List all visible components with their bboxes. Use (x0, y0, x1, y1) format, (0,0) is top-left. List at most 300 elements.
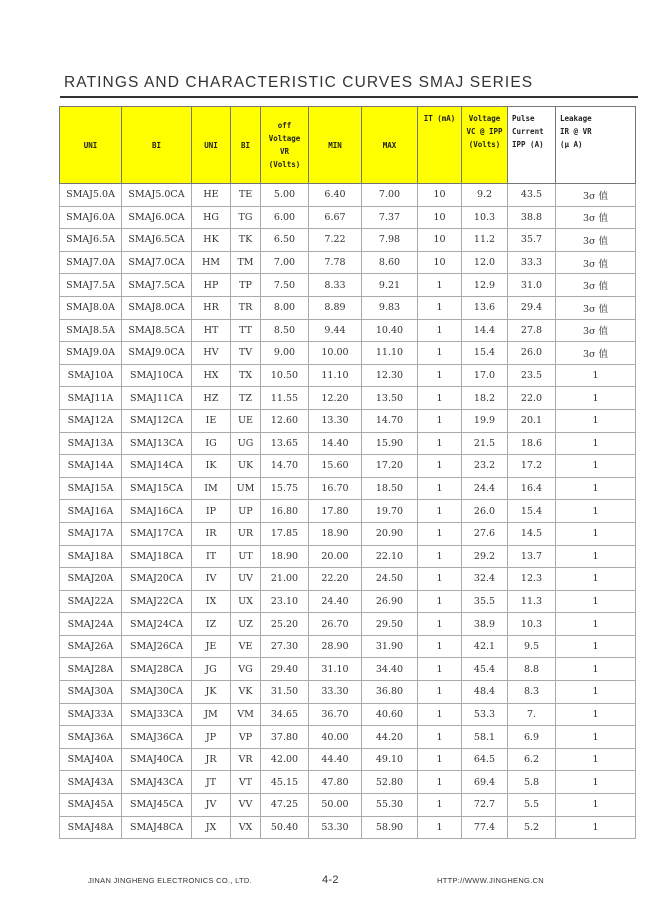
cell-uni-part: SMAJ9.0A (60, 342, 122, 365)
cell-leakage-current: 1 (556, 364, 636, 387)
cell-uni-marking: HZ (192, 387, 231, 410)
cell-bi-part: SMAJ20CA (122, 568, 192, 591)
cell-uni-part: SMAJ22A (60, 590, 122, 613)
cell-leakage-current: 1 (556, 477, 636, 500)
cell-leakage-current: 3σ 值 (556, 229, 636, 252)
cell-test-current: 1 (418, 274, 462, 297)
cell-pulse-current: 23.5 (508, 364, 556, 387)
cell-standoff-voltage: 10.50 (261, 364, 309, 387)
cell-clamping-voltage: 29.2 (462, 545, 508, 568)
table-row (60, 681, 636, 704)
cell-bi-marking: VR (231, 748, 261, 771)
cell-test-current: 1 (418, 635, 462, 658)
cell-uni-part: SMAJ10A (60, 364, 122, 387)
table-row (60, 748, 636, 771)
cell-breakdown-min: 17.80 (309, 500, 362, 523)
cell-breakdown-max: 22.10 (362, 545, 418, 568)
table-row (60, 771, 636, 794)
cell-uni-marking: JV (192, 794, 231, 817)
cell-test-current: 1 (418, 568, 462, 591)
cell-pulse-current: 7. (508, 703, 556, 726)
cell-uni-part: SMAJ40A (60, 748, 122, 771)
cell-breakdown-max: 12.30 (362, 364, 418, 387)
cell-clamping-voltage: 14.4 (462, 319, 508, 342)
cell-uni-marking: IM (192, 477, 231, 500)
cell-leakage-current: 1 (556, 658, 636, 681)
cell-clamping-voltage: 58.1 (462, 726, 508, 749)
cell-clamping-voltage: 48.4 (462, 681, 508, 704)
cell-pulse-current: 5.8 (508, 771, 556, 794)
cell-clamping-voltage: 9.2 (462, 184, 508, 207)
cell-pulse-current: 33.3 (508, 251, 556, 274)
cell-test-current: 1 (418, 771, 462, 794)
cell-standoff-voltage: 18.90 (261, 545, 309, 568)
cell-test-current: 10 (418, 229, 462, 252)
cell-breakdown-min: 6.67 (309, 206, 362, 229)
table-row (60, 794, 636, 817)
cell-pulse-current: 20.1 (508, 409, 556, 432)
cell-bi-marking: UT (231, 545, 261, 568)
cell-breakdown-min: 24.40 (309, 590, 362, 613)
cell-uni-part: SMAJ7.5A (60, 274, 122, 297)
cell-uni-part: SMAJ12A (60, 409, 122, 432)
header-bi: BI (122, 107, 192, 184)
header-leakage: Leakage IR @ VR (μ A) (556, 107, 636, 184)
cell-clamping-voltage: 77.4 (462, 816, 508, 839)
cell-breakdown-max: 8.60 (362, 251, 418, 274)
cell-breakdown-min: 11.10 (309, 364, 362, 387)
cell-bi-part: SMAJ14CA (122, 455, 192, 478)
cell-test-current: 10 (418, 206, 462, 229)
table-row (60, 319, 636, 342)
cell-pulse-current: 14.5 (508, 522, 556, 545)
cell-bi-part: SMAJ5.0CA (122, 184, 192, 207)
cell-pulse-current: 38.8 (508, 206, 556, 229)
cell-breakdown-min: 26.70 (309, 613, 362, 636)
cell-bi-part: SMAJ9.0CA (122, 342, 192, 365)
cell-test-current: 1 (418, 477, 462, 500)
page-title: RATINGS AND CHARACTERISTIC CURVES SMAJ SERIES (64, 74, 534, 91)
cell-standoff-voltage: 16.80 (261, 500, 309, 523)
cell-standoff-voltage: 12.60 (261, 409, 309, 432)
cell-uni-marking: JK (192, 681, 231, 704)
cell-uni-marking: IE (192, 409, 231, 432)
cell-clamping-voltage: 18.2 (462, 387, 508, 410)
cell-uni-part: SMAJ30A (60, 681, 122, 704)
cell-breakdown-min: 18.90 (309, 522, 362, 545)
cell-breakdown-min: 14.40 (309, 432, 362, 455)
cell-leakage-current: 1 (556, 816, 636, 839)
table-row (60, 455, 636, 478)
cell-breakdown-min: 22.20 (309, 568, 362, 591)
cell-standoff-voltage: 21.00 (261, 568, 309, 591)
cell-breakdown-max: 7.00 (362, 184, 418, 207)
cell-uni-marking: JP (192, 726, 231, 749)
table-row (60, 477, 636, 500)
cell-leakage-current: 3σ 值 (556, 184, 636, 207)
cell-uni-marking: IP (192, 500, 231, 523)
cell-uni-part: SMAJ13A (60, 432, 122, 455)
cell-bi-part: SMAJ7.5CA (122, 274, 192, 297)
cell-clamping-voltage: 42.1 (462, 635, 508, 658)
cell-uni-part: SMAJ8.5A (60, 319, 122, 342)
cell-leakage-current: 1 (556, 522, 636, 545)
table-row (60, 522, 636, 545)
cell-test-current: 1 (418, 748, 462, 771)
cell-breakdown-min: 7.22 (309, 229, 362, 252)
cell-bi-marking: VP (231, 726, 261, 749)
cell-bi-part: SMAJ43CA (122, 771, 192, 794)
cell-bi-marking: UG (231, 432, 261, 455)
cell-bi-marking: TG (231, 206, 261, 229)
cell-clamping-voltage: 21.5 (462, 432, 508, 455)
table-row (60, 613, 636, 636)
cell-breakdown-max: 24.50 (362, 568, 418, 591)
cell-uni-part: SMAJ5.0A (60, 184, 122, 207)
cell-breakdown-max: 10.40 (362, 319, 418, 342)
table-row (60, 726, 636, 749)
cell-test-current: 1 (418, 794, 462, 817)
cell-uni-marking: HX (192, 364, 231, 387)
cell-leakage-current: 1 (556, 590, 636, 613)
cell-breakdown-min: 8.33 (309, 274, 362, 297)
cell-standoff-voltage: 9.00 (261, 342, 309, 365)
cell-bi-marking: VK (231, 681, 261, 704)
cell-breakdown-max: 17.20 (362, 455, 418, 478)
cell-standoff-voltage: 6.50 (261, 229, 309, 252)
cell-standoff-voltage: 6.00 (261, 206, 309, 229)
cell-breakdown-min: 36.70 (309, 703, 362, 726)
cell-breakdown-max: 18.50 (362, 477, 418, 500)
cell-test-current: 1 (418, 500, 462, 523)
cell-clamping-voltage: 27.6 (462, 522, 508, 545)
cell-bi-marking: VX (231, 816, 261, 839)
cell-bi-marking: TP (231, 274, 261, 297)
cell-pulse-current: 11.3 (508, 590, 556, 613)
cell-breakdown-min: 44.40 (309, 748, 362, 771)
cell-uni-part: SMAJ11A (60, 387, 122, 410)
cell-uni-part: SMAJ6.5A (60, 229, 122, 252)
cell-clamping-voltage: 17.0 (462, 364, 508, 387)
cell-clamping-voltage: 11.2 (462, 229, 508, 252)
cell-breakdown-max: 15.90 (362, 432, 418, 455)
cell-standoff-voltage: 42.00 (261, 748, 309, 771)
cell-leakage-current: 1 (556, 794, 636, 817)
table-row (60, 432, 636, 455)
cell-bi-marking: UE (231, 409, 261, 432)
cell-pulse-current: 8.3 (508, 681, 556, 704)
cell-uni-part: SMAJ15A (60, 477, 122, 500)
cell-breakdown-min: 47.80 (309, 771, 362, 794)
cell-clamping-voltage: 45.4 (462, 658, 508, 681)
cell-clamping-voltage: 38.9 (462, 613, 508, 636)
cell-pulse-current: 27.8 (508, 319, 556, 342)
cell-uni-part: SMAJ48A (60, 816, 122, 839)
cell-pulse-current: 10.3 (508, 613, 556, 636)
cell-breakdown-min: 12.20 (309, 387, 362, 410)
table-row (60, 251, 636, 274)
cell-breakdown-max: 36.80 (362, 681, 418, 704)
cell-clamping-voltage: 10.3 (462, 206, 508, 229)
table-row (60, 568, 636, 591)
cell-bi-part: SMAJ28CA (122, 658, 192, 681)
header-uni-marking: UNI (192, 107, 231, 184)
cell-pulse-current: 5.2 (508, 816, 556, 839)
cell-bi-part: SMAJ15CA (122, 477, 192, 500)
cell-bi-part: SMAJ16CA (122, 500, 192, 523)
cell-breakdown-min: 8.89 (309, 296, 362, 319)
cell-pulse-current: 15.4 (508, 500, 556, 523)
cell-standoff-voltage: 11.55 (261, 387, 309, 410)
cell-bi-part: SMAJ6.5CA (122, 229, 192, 252)
cell-clamping-voltage: 72.7 (462, 794, 508, 817)
cell-standoff-voltage: 29.40 (261, 658, 309, 681)
cell-standoff-voltage: 50.40 (261, 816, 309, 839)
cell-test-current: 10 (418, 251, 462, 274)
cell-uni-marking: HE (192, 184, 231, 207)
cell-breakdown-min: 20.00 (309, 545, 362, 568)
cell-breakdown-max: 9.21 (362, 274, 418, 297)
cell-bi-part: SMAJ30CA (122, 681, 192, 704)
cell-uni-marking: HV (192, 342, 231, 365)
cell-bi-marking: VT (231, 771, 261, 794)
cell-leakage-current: 3σ 值 (556, 319, 636, 342)
cell-standoff-voltage: 34.65 (261, 703, 309, 726)
cell-uni-part: SMAJ45A (60, 794, 122, 817)
cell-bi-part: SMAJ22CA (122, 590, 192, 613)
cell-bi-part: SMAJ13CA (122, 432, 192, 455)
cell-standoff-voltage: 23.10 (261, 590, 309, 613)
cell-breakdown-max: 9.83 (362, 296, 418, 319)
cell-pulse-current: 16.4 (508, 477, 556, 500)
cell-test-current: 1 (418, 409, 462, 432)
cell-pulse-current: 6.2 (508, 748, 556, 771)
cell-leakage-current: 1 (556, 432, 636, 455)
cell-uni-marking: IT (192, 545, 231, 568)
cell-bi-marking: UX (231, 590, 261, 613)
cell-leakage-current: 1 (556, 635, 636, 658)
cell-standoff-voltage: 47.25 (261, 794, 309, 817)
cell-breakdown-min: 7.78 (309, 251, 362, 274)
cell-leakage-current: 3σ 值 (556, 274, 636, 297)
cell-standoff-voltage: 7.00 (261, 251, 309, 274)
cell-uni-marking: IK (192, 455, 231, 478)
cell-uni-marking: HP (192, 274, 231, 297)
table-row (60, 590, 636, 613)
cell-uni-marking: HM (192, 251, 231, 274)
cell-breakdown-max: 49.10 (362, 748, 418, 771)
table-row (60, 342, 636, 365)
cell-pulse-current: 43.5 (508, 184, 556, 207)
cell-breakdown-max: 40.60 (362, 703, 418, 726)
cell-clamping-voltage: 24.4 (462, 477, 508, 500)
cell-leakage-current: 1 (556, 568, 636, 591)
cell-bi-marking: TX (231, 364, 261, 387)
cell-standoff-voltage: 37.80 (261, 726, 309, 749)
cell-breakdown-max: 7.37 (362, 206, 418, 229)
cell-bi-part: SMAJ6.0CA (122, 206, 192, 229)
table-row (60, 274, 636, 297)
cell-bi-part: SMAJ45CA (122, 794, 192, 817)
cell-test-current: 1 (418, 681, 462, 704)
cell-bi-part: SMAJ7.0CA (122, 251, 192, 274)
cell-standoff-voltage: 8.00 (261, 296, 309, 319)
cell-uni-part: SMAJ14A (60, 455, 122, 478)
cell-pulse-current: 35.7 (508, 229, 556, 252)
cell-leakage-current: 1 (556, 726, 636, 749)
cell-breakdown-max: 52.80 (362, 771, 418, 794)
cell-breakdown-min: 53.30 (309, 816, 362, 839)
table-body (60, 184, 636, 839)
cell-leakage-current: 1 (556, 771, 636, 794)
cell-test-current: 1 (418, 296, 462, 319)
cell-pulse-current: 18.6 (508, 432, 556, 455)
cell-uni-marking: IZ (192, 613, 231, 636)
cell-test-current: 1 (418, 522, 462, 545)
cell-pulse-current: 22.0 (508, 387, 556, 410)
cell-uni-marking: HT (192, 319, 231, 342)
cell-standoff-voltage: 31.50 (261, 681, 309, 704)
table-row (60, 229, 636, 252)
cell-uni-marking: IG (192, 432, 231, 455)
cell-bi-part: SMAJ8.0CA (122, 296, 192, 319)
cell-clamping-voltage: 13.6 (462, 296, 508, 319)
cell-clamping-voltage: 64.5 (462, 748, 508, 771)
cell-bi-part: SMAJ36CA (122, 726, 192, 749)
cell-bi-marking: UP (231, 500, 261, 523)
cell-clamping-voltage: 26.0 (462, 500, 508, 523)
cell-leakage-current: 1 (556, 455, 636, 478)
cell-uni-part: SMAJ26A (60, 635, 122, 658)
cell-standoff-voltage: 13.65 (261, 432, 309, 455)
cell-bi-part: SMAJ48CA (122, 816, 192, 839)
cell-standoff-voltage: 8.50 (261, 319, 309, 342)
cell-bi-marking: TT (231, 319, 261, 342)
table-row (60, 364, 636, 387)
cell-test-current: 1 (418, 658, 462, 681)
table-row (60, 184, 636, 207)
cell-uni-marking: JM (192, 703, 231, 726)
header-bi-marking: BI (231, 107, 261, 184)
cell-bi-part: SMAJ18CA (122, 545, 192, 568)
cell-breakdown-max: 58.90 (362, 816, 418, 839)
cell-leakage-current: 1 (556, 545, 636, 568)
cell-pulse-current: 31.0 (508, 274, 556, 297)
header-standoff-voltage: off Voltage VR (Volts) (261, 107, 309, 184)
cell-standoff-voltage: 7.50 (261, 274, 309, 297)
cell-leakage-current: 1 (556, 703, 636, 726)
table-row (60, 658, 636, 681)
table-row (60, 296, 636, 319)
cell-bi-marking: UK (231, 455, 261, 478)
cell-breakdown-min: 16.70 (309, 477, 362, 500)
cell-pulse-current: 5.5 (508, 794, 556, 817)
header-max: MAX (362, 107, 418, 184)
cell-breakdown-max: 19.70 (362, 500, 418, 523)
table-row (60, 816, 636, 839)
cell-clamping-voltage: 12.9 (462, 274, 508, 297)
table-row (60, 703, 636, 726)
cell-breakdown-min: 28.90 (309, 635, 362, 658)
table-row (60, 635, 636, 658)
cell-breakdown-min: 9.44 (309, 319, 362, 342)
cell-uni-marking: IX (192, 590, 231, 613)
cell-breakdown-min: 50.00 (309, 794, 362, 817)
cell-bi-part: SMAJ26CA (122, 635, 192, 658)
cell-uni-part: SMAJ18A (60, 545, 122, 568)
cell-uni-part: SMAJ28A (60, 658, 122, 681)
cell-bi-part: SMAJ17CA (122, 522, 192, 545)
cell-test-current: 1 (418, 703, 462, 726)
header-clamping-voltage: Voltage VC @ IPP (Volts) (462, 107, 508, 184)
cell-pulse-current: 26.0 (508, 342, 556, 365)
cell-test-current: 10 (418, 184, 462, 207)
cell-standoff-voltage: 15.75 (261, 477, 309, 500)
table-row (60, 545, 636, 568)
cell-breakdown-min: 31.10 (309, 658, 362, 681)
header-pulse-current: Pulse Current IPP (A) (508, 107, 556, 184)
cell-breakdown-max: 31.90 (362, 635, 418, 658)
cell-leakage-current: 3σ 值 (556, 251, 636, 274)
cell-clamping-voltage: 69.4 (462, 771, 508, 794)
cell-leakage-current: 1 (556, 613, 636, 636)
cell-uni-marking: JX (192, 816, 231, 839)
cell-uni-part: SMAJ36A (60, 726, 122, 749)
cell-test-current: 1 (418, 364, 462, 387)
ratings-table (59, 106, 636, 839)
cell-bi-part: SMAJ8.5CA (122, 319, 192, 342)
cell-breakdown-min: 33.30 (309, 681, 362, 704)
cell-clamping-voltage: 35.5 (462, 590, 508, 613)
cell-breakdown-max: 44.20 (362, 726, 418, 749)
cell-bi-part: SMAJ10CA (122, 364, 192, 387)
cell-bi-part: SMAJ33CA (122, 703, 192, 726)
header-test-current: IT (mA) (418, 107, 462, 184)
cell-pulse-current: 12.3 (508, 568, 556, 591)
cell-uni-marking: HK (192, 229, 231, 252)
table-row (60, 206, 636, 229)
cell-breakdown-min: 40.00 (309, 726, 362, 749)
cell-breakdown-min: 15.60 (309, 455, 362, 478)
cell-uni-part: SMAJ6.0A (60, 206, 122, 229)
cell-uni-marking: IV (192, 568, 231, 591)
cell-breakdown-max: 26.90 (362, 590, 418, 613)
cell-standoff-voltage: 27.30 (261, 635, 309, 658)
cell-breakdown-max: 29.50 (362, 613, 418, 636)
footer-page-number: 4-2 (322, 874, 339, 886)
header-uni: UNI (60, 107, 122, 184)
cell-test-current: 1 (418, 613, 462, 636)
cell-uni-part: SMAJ7.0A (60, 251, 122, 274)
cell-pulse-current: 17.2 (508, 455, 556, 478)
cell-uni-marking: JR (192, 748, 231, 771)
cell-breakdown-min: 10.00 (309, 342, 362, 365)
cell-uni-marking: HR (192, 296, 231, 319)
cell-clamping-voltage: 12.0 (462, 251, 508, 274)
cell-leakage-current: 1 (556, 409, 636, 432)
cell-standoff-voltage: 5.00 (261, 184, 309, 207)
cell-breakdown-max: 14.70 (362, 409, 418, 432)
cell-leakage-current: 3σ 值 (556, 206, 636, 229)
cell-uni-part: SMAJ43A (60, 771, 122, 794)
cell-pulse-current: 6.9 (508, 726, 556, 749)
cell-bi-marking: VE (231, 635, 261, 658)
cell-bi-marking: UR (231, 522, 261, 545)
cell-uni-marking: JE (192, 635, 231, 658)
cell-test-current: 1 (418, 342, 462, 365)
cell-standoff-voltage: 17.85 (261, 522, 309, 545)
cell-bi-marking: TZ (231, 387, 261, 410)
